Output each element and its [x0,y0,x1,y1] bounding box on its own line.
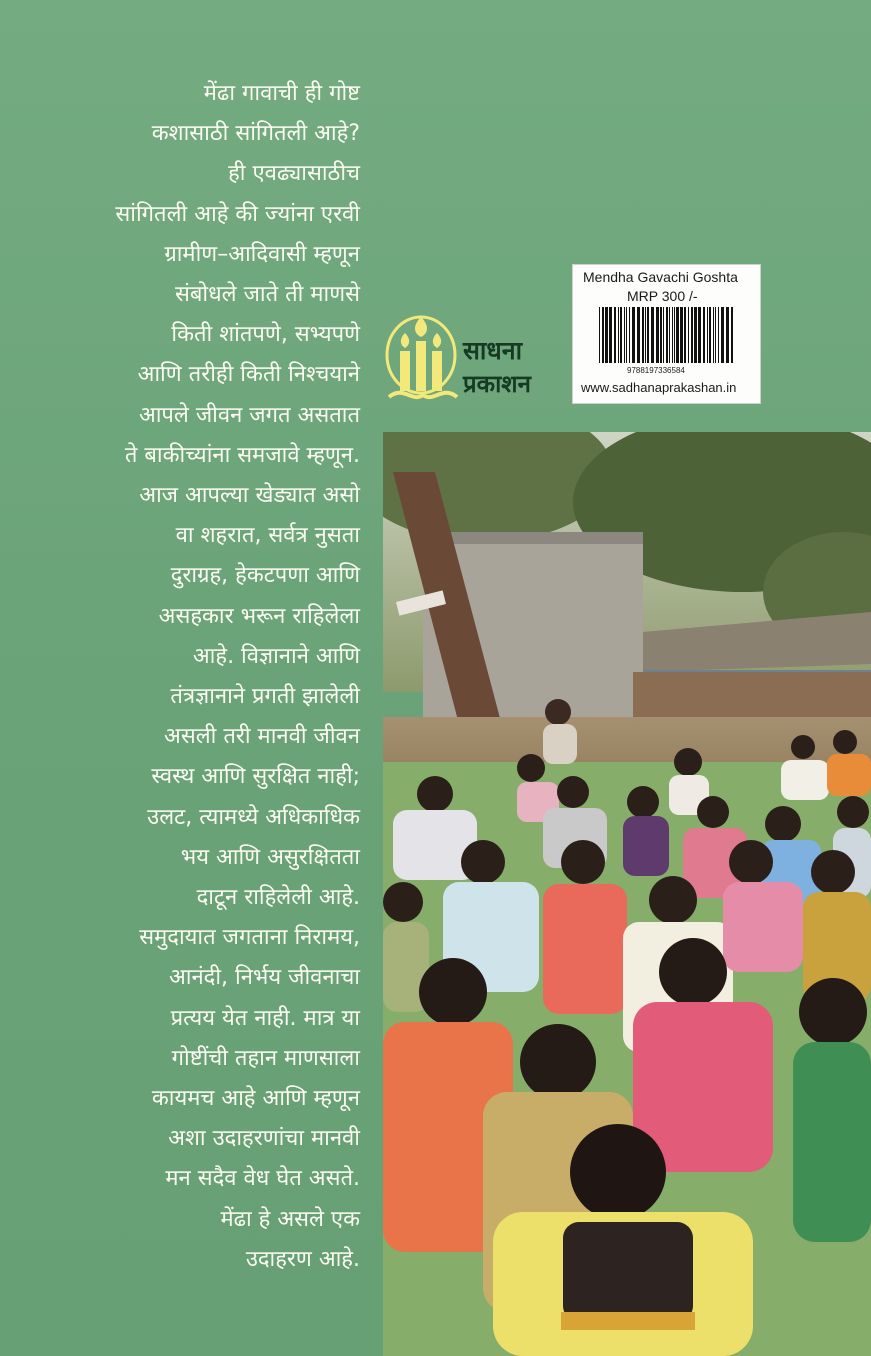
barcode-bar [656,307,659,363]
blurb-line: असली तरी मानवी जीवन [164,724,360,750]
barcode-bar [713,307,714,363]
blurb-line: मेंढा हे असले एक [220,1206,360,1232]
blurb-line: ते बाकीच्यांना समजावे म्हणून. [124,442,360,468]
barcode-bar [688,307,689,363]
publisher-name-suffix: प्रकाशन [463,370,531,398]
blurb-line: असहकार भरून राहिलेला [158,603,360,629]
blurb-line: तंत्रज्ञानाने प्रगती झालेली [170,684,360,710]
blurb-line: आहे. विज्ञानाने आणि [192,643,360,669]
barcode-bar [674,307,675,363]
barcode-bar [618,307,619,363]
barcode-bar [676,307,679,363]
barcode-bar [715,307,716,363]
blurb-line: संबोधले जाते ती माणसे [175,282,360,308]
publisher-name: साधना [463,336,523,365]
barcode-bar [642,307,644,363]
barcode-bar [666,307,668,363]
barcode-bar [647,307,649,363]
blurb-line: गोष्टींची तहान माणसाला [171,1045,360,1071]
barcode-bar [637,307,640,363]
blurb-line: मन सदैव वेध घेत असते. [165,1166,360,1192]
blurb-line: मेंढा गावाची ही गोष्ट [203,81,360,106]
barcode-bar [707,307,708,363]
blurb-line: दाटून राहिलेली आहे. [196,885,360,911]
barcode-bar [709,307,711,363]
barcode-bar [726,307,729,363]
barcode-bar [663,307,664,363]
blurb-line: ही एवढ्यासाठीच [228,161,360,187]
barcode-bar [632,307,635,363]
barcode-bar [629,307,630,363]
blurb-line: दुराग्रह, हेकटपणा आणि [170,563,360,589]
barcode-bar [718,307,719,363]
blurb-line: कायमच आहे आणि म्हणून [151,1086,360,1112]
barcode-bar [602,307,604,363]
barcode-bar [620,307,622,363]
barcode-bar [731,307,733,363]
barcode-bar [691,307,693,363]
blurb-line: आणि तरीही किती निश्चयाने [137,362,360,388]
barcode-bar [614,307,616,363]
blurb-line: किती शांतपणे, सभ्यपणे [171,322,360,348]
book-title: Mendha Gavachi Goshta [583,269,738,285]
blurb-line: अशा उदाहरणांचा मानवी [168,1126,360,1152]
blurb-line: स्वस्थ आणि सुरक्षित नाही; [151,764,360,790]
barcode-bar [599,307,600,363]
barcode-bar [703,307,705,363]
blurb-line: भय आणि असुरक्षितता [180,844,360,870]
barcode-bar [684,307,686,363]
barcode [597,307,737,365]
candles-icon [383,311,463,409]
blurb-line: आज आपल्या खेड्यात असो [139,483,360,509]
barcode-bar [605,307,608,363]
barcode-bar [672,307,673,363]
barcode-bar [609,307,612,363]
blurb-line: उदाहरण आहे. [245,1246,360,1272]
villagers-meeting-photo [383,432,871,1356]
blurb-line: आपले जीवन जगत असतात [138,402,360,428]
barcode-bar [624,307,625,363]
barcode-bar [626,307,627,363]
blurb-line: सांगितली आहे की ज्यांना एरवी [115,201,360,227]
barcode-bar [645,307,646,363]
publisher-logo [383,311,553,411]
barcode-bar [698,307,701,363]
publisher-url: www.sadhanaprakashan.in [581,380,737,395]
blurb-line: ग्रामीण–आदिवासी म्हणून [164,241,360,267]
barcode-bar [660,307,662,363]
blurb-line: उलट, त्यामध्ये अधिकाधिक [147,804,360,830]
barcode-bar [721,307,724,363]
blurb-line: समुदायात जगताना निरामय, [139,925,360,951]
blurb-text [40,74,360,1280]
barcode-bar [680,307,683,363]
blurb-line: प्रत्यय येत नाही. मात्र या [170,1005,360,1031]
barcode-sticker [572,264,761,404]
blurb-line: कशासाठी सांगितली आहे? [151,121,360,147]
barcode-bar [651,307,654,363]
blurb-line: वा शहरात, सर्वत्र नुसता [175,523,360,549]
barcode-bar [694,307,697,363]
isbn-number: 9788197336584 [627,366,685,375]
blurb-line: आनंदी, निर्भय जीवनाचा [168,965,360,991]
price-label: MRP 300 /- [627,288,698,304]
barcode-bar [669,307,670,363]
